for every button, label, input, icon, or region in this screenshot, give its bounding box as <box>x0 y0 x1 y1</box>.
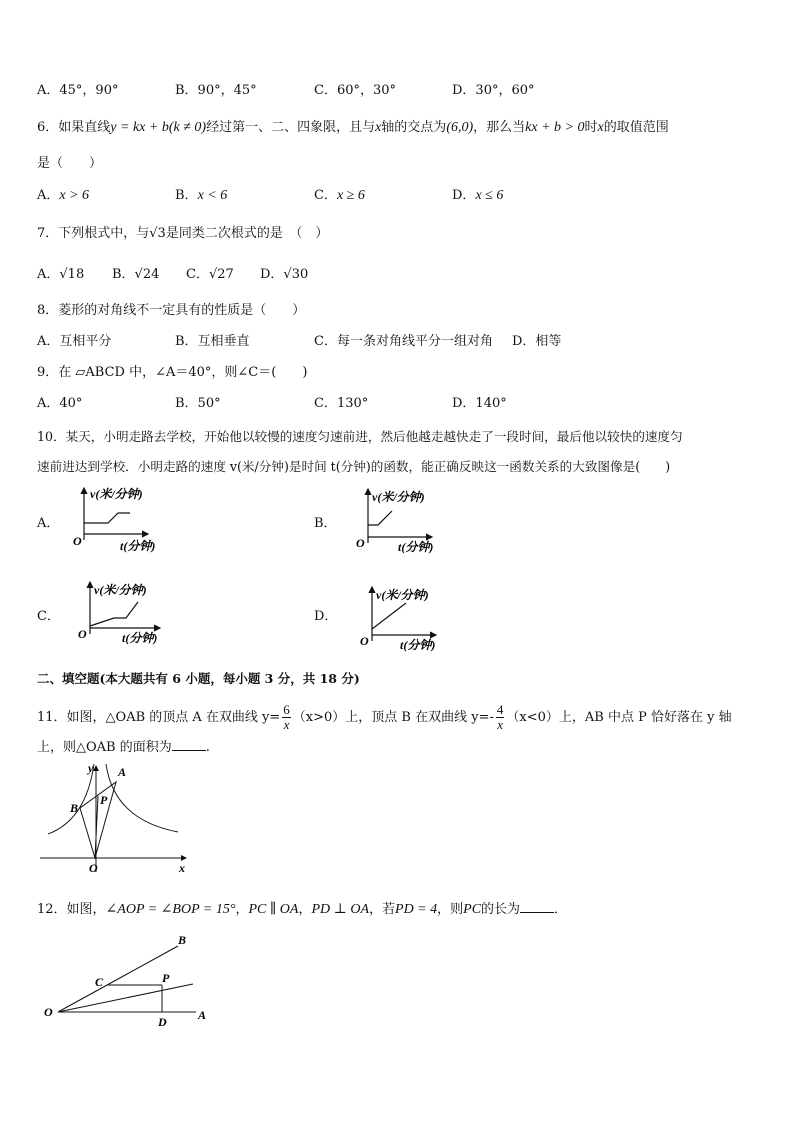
q9-option-d: D．140° <box>452 396 507 411</box>
graph-c-curve <box>90 602 138 626</box>
q5-option-b: B．90°，45° <box>175 83 257 98</box>
q6-x-var-2: x <box>597 120 604 135</box>
q11-text-1: 11．如图，△OAB 的顶点 A 在双曲线 y= <box>37 710 281 725</box>
q6-text-5: 的取值范围 <box>603 120 669 135</box>
ray-ob <box>58 946 178 1012</box>
x-axis-label: t(分钟) <box>120 539 156 553</box>
q8-option-d: D．相等 <box>512 334 562 349</box>
x-axis-label: t(分钟) <box>398 540 434 554</box>
ray-op <box>58 984 193 1012</box>
q6-line-equation: y = kx + b <box>110 120 169 135</box>
label-d: D <box>158 1015 167 1029</box>
q10-option-c: C． <box>37 609 60 624</box>
q6-condition: (k ≠ 0) <box>168 120 207 135</box>
q11-text-2: （x>0）上，顶点 B 在双曲线 y=- <box>292 710 494 725</box>
y-axis-label: v(米/分钟) <box>94 583 147 597</box>
q6-x-var: x <box>375 120 382 135</box>
q6-text-4: 时 <box>584 120 598 135</box>
q10-graph-d <box>356 583 446 655</box>
q6-point: (6,0) <box>446 120 474 135</box>
origin-label: O <box>73 534 82 548</box>
q10-option-a: A． <box>37 516 60 531</box>
q11-figure <box>38 760 194 878</box>
q5-option-a: A．45°，90° <box>37 83 119 98</box>
label-b: B <box>70 801 79 815</box>
graph-a-curve <box>84 513 130 523</box>
section-2-heading: 二、填空题(本大题共有 6 小题，每小题 3 分，共 18 分) <box>37 671 360 686</box>
triangle-oab <box>80 782 116 858</box>
q6-stem-line2: 是（ ） <box>37 156 103 171</box>
q5-option-d: D．30°，60° <box>452 83 535 98</box>
q10-option-d: D． <box>314 609 338 624</box>
hyperbola-right <box>106 764 178 832</box>
q6-option-d: D．x ≤ 6 <box>452 188 504 203</box>
label-b: B <box>178 933 187 947</box>
q9-stem: 9．在 ▱ABCD 中，∠A＝40°，则∠C＝( ) <box>37 365 308 380</box>
q6-text-3: ，那么当 <box>473 120 526 135</box>
q6-inequality: kx + b > 0 <box>525 120 585 135</box>
origin-label: O <box>360 634 369 648</box>
graph-d-curve <box>372 603 406 629</box>
label-o: O <box>44 1005 53 1019</box>
q12-parallel: PC ∥ OA <box>248 902 299 917</box>
label-c: C <box>95 975 104 989</box>
origin-label: O <box>356 536 365 550</box>
q6-option-c: C．x ≥ 6 <box>314 188 365 203</box>
label-p: P <box>100 793 108 807</box>
q11-fraction-1: $\frac{6}{x}$ <box>283 702 290 732</box>
q10-graph-c <box>74 576 174 648</box>
q12-stem: 12．如图，∠AOP = ∠BOP = 15°，PC ∥ OA，PD ⊥ OA，若PD = 4，则PC的长为 ． <box>37 902 568 917</box>
q12-angle-equation: ∠AOP = ∠BOP = 15° <box>105 902 236 917</box>
y-axis-label: v(米/分钟) <box>90 487 143 501</box>
q9-option-b: B．50° <box>175 396 221 411</box>
q6-text-1: 经过第一、二、四象限，且与 <box>206 120 376 135</box>
q11-fraction-2: $\frac{4}{x}$ <box>496 702 504 732</box>
label-y: y <box>88 761 94 775</box>
y-axis-label: v(米/分钟) <box>376 588 429 602</box>
q7-option-a: A．√18 <box>37 267 85 282</box>
q10-graph-a <box>68 478 168 556</box>
q10-stem-line1: 10．某天，小明走路去学校，开始他以较慢的速度匀速前进，然后他越走越快走了一段时间，最后他以较快的速度匀 <box>37 429 683 444</box>
q10-graph-b <box>352 487 442 557</box>
q12-answer-blank[interactable] <box>520 900 554 913</box>
q10-stem-line2: 速前进达到学校．小明走路的速度 v(米/分钟)是时间 t(分钟)的函数，能正确反映这一函数关系的大致图像是( ) <box>37 459 671 474</box>
x-axis-label: t(分钟) <box>400 638 436 652</box>
q6-number: 6．如果直线 <box>37 120 111 135</box>
label-a: A <box>198 1008 207 1022</box>
label-x: x <box>179 861 185 875</box>
q8-stem: 8．菱形的对角线不一定具有的性质是（ ） <box>37 303 306 318</box>
q7-option-d: D．√30 <box>260 267 309 282</box>
label-a: A <box>118 765 127 779</box>
q12-figure <box>38 930 218 1030</box>
q9-option-c: C．130° <box>314 396 369 411</box>
q8-option-a: A．互相平分 <box>37 334 112 349</box>
label-p: P <box>162 971 170 985</box>
q8-option-b: B．互相垂直 <box>175 334 250 349</box>
x-axis-label: t(分钟) <box>122 631 158 645</box>
q10-option-b: B． <box>314 516 337 531</box>
q5-option-c: C．60°，30° <box>314 83 397 98</box>
q11-answer-blank[interactable] <box>172 738 206 751</box>
q6-option-a: A．x > 6 <box>37 188 90 203</box>
q8-option-c: C．每一条对角线平分一组对角 <box>314 334 493 349</box>
origin-label: O <box>78 627 87 641</box>
q7-option-c: C．√27 <box>186 267 234 282</box>
q12-perpendicular: PD ⊥ OA <box>311 902 369 917</box>
q12-pd-value: PD = 4 <box>395 902 438 917</box>
q6-option-b: B．x < 6 <box>175 188 228 203</box>
q6-text-2: 轴的交点为 <box>381 120 447 135</box>
q9-option-a: A．40° <box>37 396 83 411</box>
graph-b-curve <box>368 511 392 525</box>
label-o: O <box>89 861 98 875</box>
q12-pc: PC <box>463 902 482 917</box>
y-axis-label: v(米/分钟) <box>372 490 425 504</box>
q11-text-3: （x<0）上，AB 中点 P 恰好落在 y 轴 <box>506 710 732 725</box>
q7-option-b: B．√24 <box>112 267 160 282</box>
q11-stem <box>37 703 732 732</box>
q7-stem: 7．下列根式中，与√3是同类二次根式的是 （ ） <box>37 226 329 241</box>
q11-stem-line2: 上，则△OAB 的面积为 . <box>37 740 210 755</box>
q6-stem <box>37 119 669 137</box>
